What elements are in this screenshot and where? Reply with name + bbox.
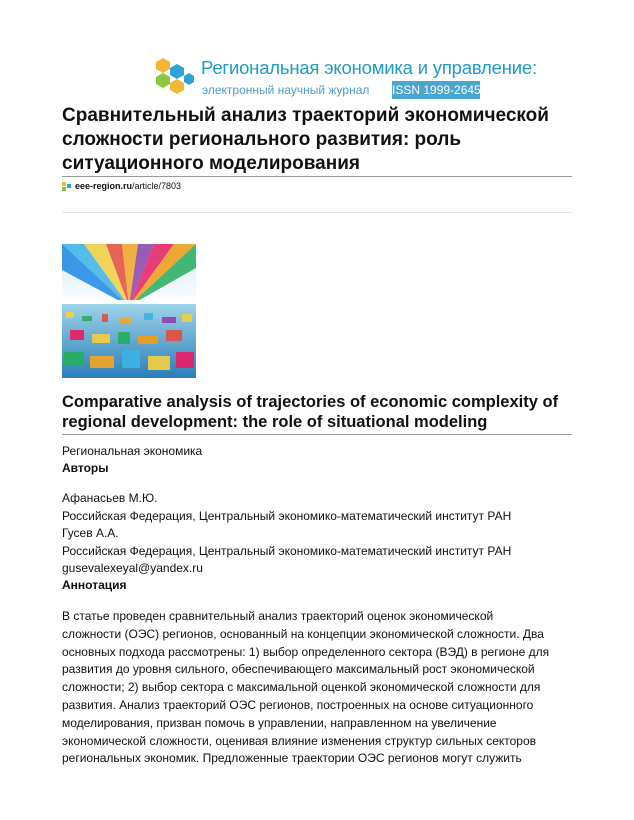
author-email[interactable]: gusevalexeyal@yandex.ru [62,561,203,575]
abstract-line: основных подхода рассмотрены: 1) выбор определенного сектора (ВЭД) в регионе для [62,644,550,659]
journal-subtitle: электронный научный журнал [202,83,370,97]
source-link[interactable] [62,181,181,192]
author-name: Афанасьев М.Ю. [62,491,158,505]
abstract-text [62,608,582,768]
article-title-en: Comparative analysis of trajectories of economic complexity of regional development: the role of situational modeling [62,393,559,431]
author-affiliation: Российская Федерация, Центральный экономико-математический институт РАН [62,544,512,558]
site-favicon-icon [62,182,72,192]
title-divider [62,176,572,177]
abstract-line: региональных экономик. Предложенные траектории ОЭС регионов могут служить [62,751,522,766]
abstract-line: В статье проведен сравнительный анализ траекторий оценок экономической [62,609,494,623]
journal-title: Региональная экономика и управление: [201,57,537,78]
abstract-line: развития до уровня сильного, обеспечивающего максимальный рост экономической [62,662,535,677]
abstract-line: развития. Анализ траекторий ОЭС регионов, построенных на основе ситуационного [62,697,534,712]
source-divider [62,212,572,213]
source-path: /article/7803 [132,181,182,191]
abstract-heading: Аннотация [62,578,127,592]
author-name: Гусев А.А. [62,526,119,540]
section-label[interactable]: Региональная экономика [62,444,203,458]
abstract-line: моделирования, призван помочь в управлении, направленном на увеличение [62,715,497,730]
en-title-divider [62,434,572,435]
abstract-line: сложности; 2) выбор сектора с максимальной оценкой экономической сложности для [62,680,541,695]
source-domain: eee-region.ru [75,181,133,191]
authors-heading: Авторы [62,461,109,475]
cover-image [62,244,196,378]
journal-logo-icon [155,56,195,98]
issn-badge: ISSN 1999-2645 [392,83,481,97]
author-affiliation: Российская Федерация, Центральный экономико-математический институт РАН [62,509,512,523]
article-title: Сравнительный анализ траекторий экономической сложности регионального развития: роль ситуационного моделирования [62,105,549,174]
abstract-line: экономической сложности, оценивая влияние изменения структур сильных секторов [62,733,537,748]
journal-banner[interactable] [155,56,537,102]
abstract-line: сложности (ОЭС) регионов, основанный на концепции экономической сложности. Два [62,626,544,641]
